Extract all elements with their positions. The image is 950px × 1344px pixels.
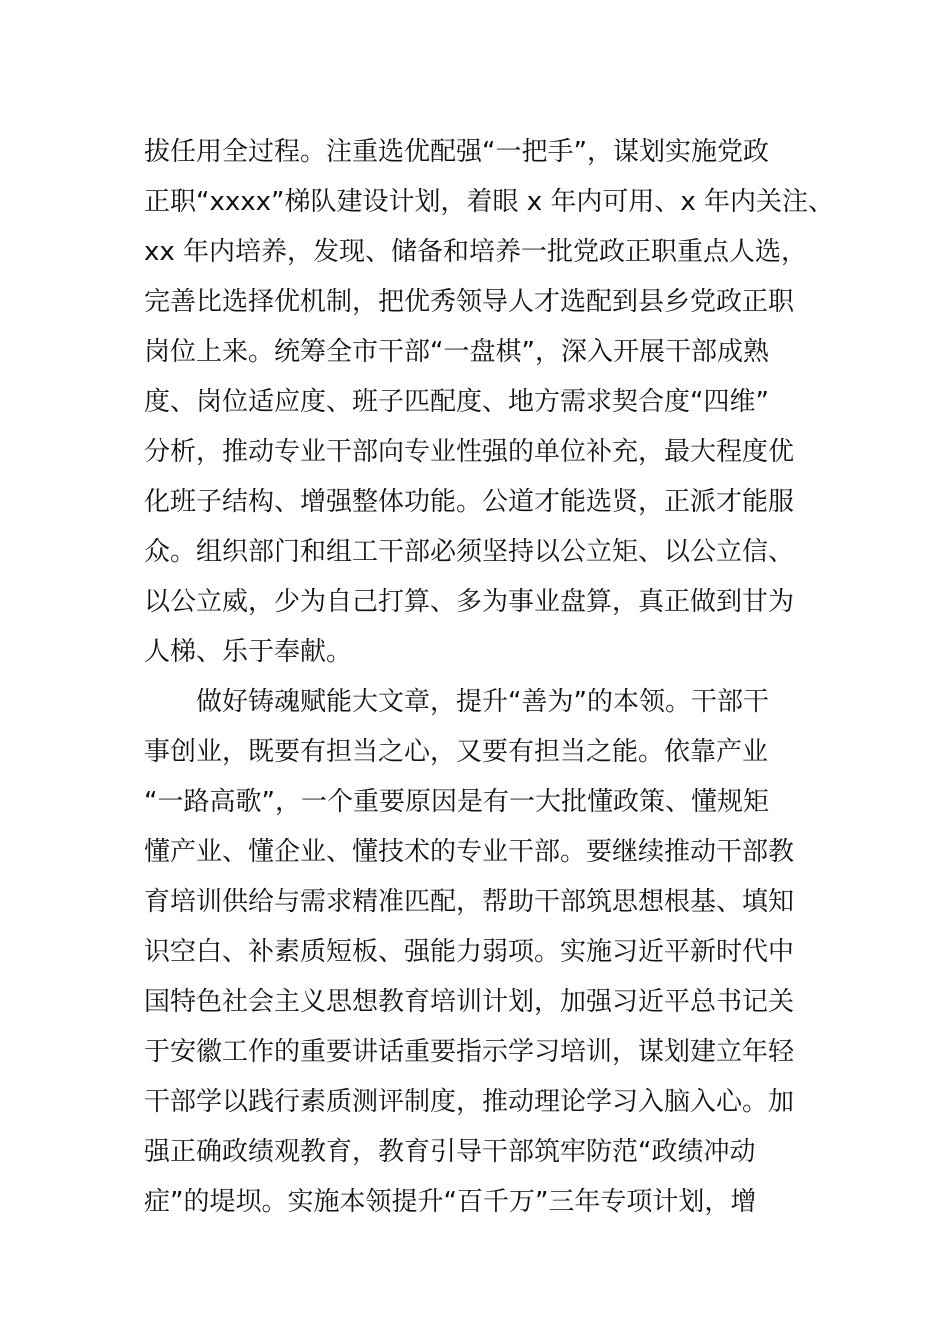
text-line: 化班子结构、增强整体功能。公道才能选贤，正派才能服: [144, 487, 795, 517]
text-line: xx 年内培养，发现、储备和培养一批党政正职重点人选，: [144, 237, 808, 267]
text-line: 于安徽工作的重要讲话重要指示学习培训，谋划建立年轻: [144, 1037, 795, 1067]
text-line: 拔任用全过程。注重选优配强“一把手”，谋划实施党政: [144, 137, 769, 167]
text-line: 以公立威，少为自己打算、多为事业盘算，真正做到甘为: [144, 587, 795, 617]
paragraph-2: [144, 677, 810, 1227]
text-line: 育培训供给与需求精准匹配，帮助干部筑思想根基、填知: [144, 887, 795, 917]
text-line: 国特色社会主义思想教育培训计划，加强习近平总书记关: [144, 987, 795, 1017]
text-line: “一路高歌”，一个重要原因是有一大批懂政策、懂规矩: [144, 787, 769, 817]
text-line: 人梯、乐于奉献。: [144, 637, 353, 667]
text-line: 强正确政绩观教育，教育引导干部筑牢防范“政绩冲动: [144, 1137, 756, 1167]
text-line: 做好铸魂赋能大文章，提升“善为”的本领。干部干: [196, 687, 769, 717]
text-line: 懂产业、懂企业、懂技术的专业干部。要继续推动干部教: [144, 837, 795, 867]
text-line: 分析，推动专业干部向专业性强的单位补充，最大程度优: [144, 437, 795, 467]
text-line: 事创业，既要有担当之心，又要有担当之能。依靠产业: [144, 737, 769, 767]
body-text: [144, 127, 835, 1227]
text-line: 完善比选择优机制，把优秀领导人才选配到县乡党政正职: [144, 287, 795, 317]
text-line: 干部学以践行素质测评制度，推动理论学习入脑入心。加: [144, 1087, 795, 1117]
paragraph-1: [144, 127, 835, 677]
text-line: 度、岗位适应度、班子匹配度、地方需求契合度“四维”: [144, 387, 769, 417]
text-line: 症”的堤坝。实施本领提升“百千万”三年专项计划，增: [144, 1187, 757, 1217]
text-line: 识空白、补素质短板、强能力弱项。实施习近平新时代中: [144, 937, 795, 967]
text-line: 众。组织部门和组工干部必须坚持以公立矩、以公立信、: [144, 537, 795, 567]
text-line: 正职“xxxx”梯队建设计划，着眼 x 年内可用、x 年内关注、: [144, 187, 835, 217]
text-line: 岗位上来。统筹全市干部“一盘棋”，深入开展干部成熟: [144, 337, 769, 367]
